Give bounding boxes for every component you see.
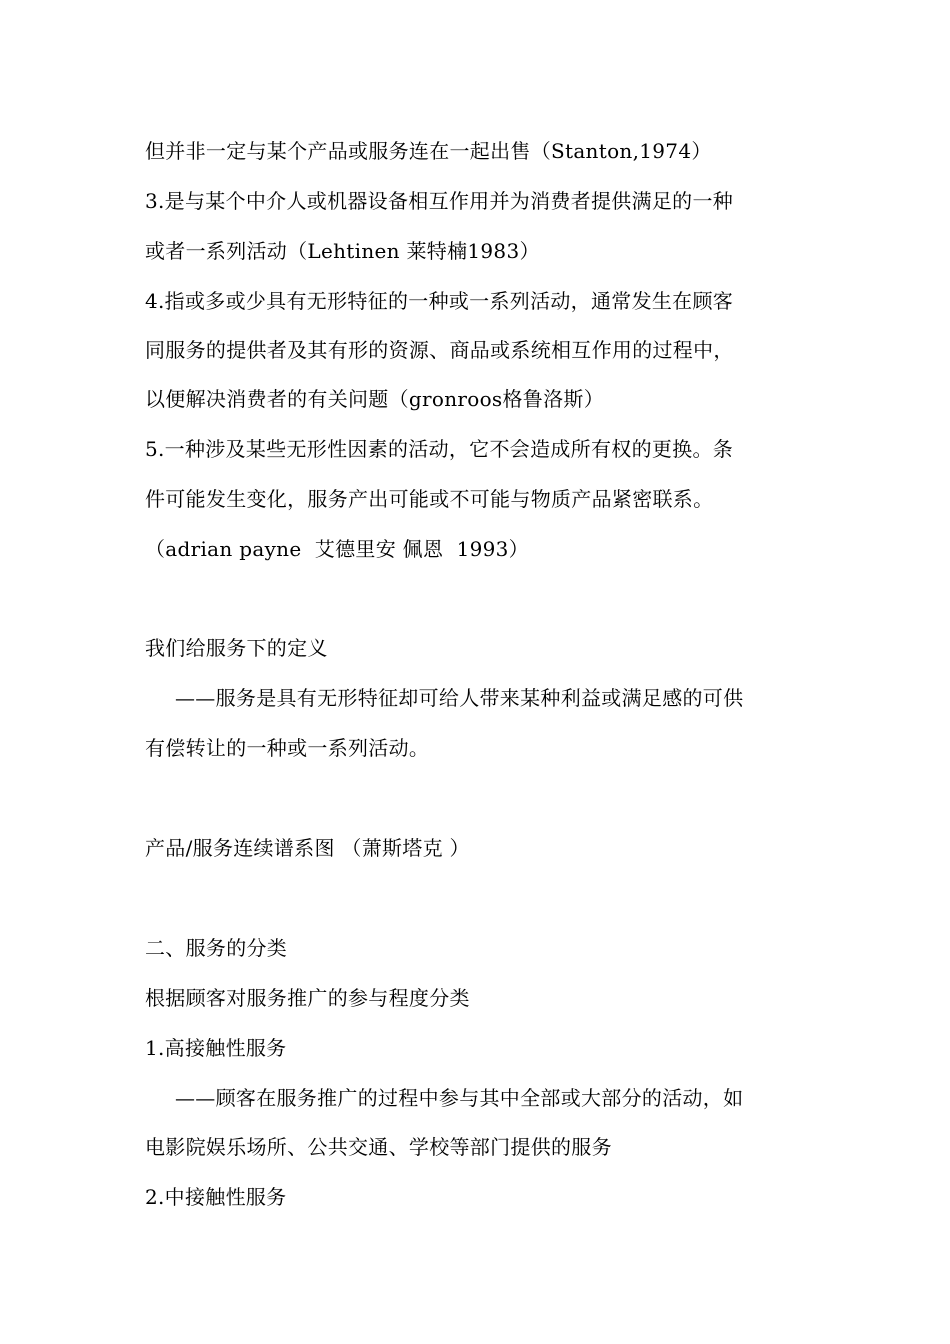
text-line-definition-5-cont: 件可能发生变化，服务产出可能或不可能与物质产品紧密联系。	[145, 487, 714, 511]
text-line-our-definition-cont: 有偿转让的一种或一系列活动。	[145, 736, 430, 760]
text-line-high-contact-desc-cont: 电影院娱乐场所、公共交通、学校等部门提供的服务	[145, 1135, 612, 1159]
text-line-definition-4-cont: 同服务的提供者及其有形的资源、商品或系统相互作用的过程中，	[145, 338, 734, 362]
text-line-continuum: 产品/服务连续谱系图 （萧斯塔克 ）	[145, 836, 470, 860]
text-line-definition-5: 5.一种涉及某些无形性因素的活动，它不会造成所有权的更换。条	[145, 437, 734, 461]
section-heading-classification: 二、服务的分类	[145, 936, 288, 960]
text-line-definition-3: 3.是与某个中介人或机器设备相互作用并为消费者提供满足的一种	[145, 189, 734, 213]
section-heading-our-definition: 我们给服务下的定义	[145, 636, 328, 660]
text-line-lehtinen: 或者一系列活动（Lehtinen 莱特楠1983）	[145, 239, 540, 263]
text-line-our-definition: ——服务是具有无形特征却可给人带来某种利益或满足感的可供	[175, 686, 744, 710]
text-line-stanton: 但并非一定与某个产品或服务连在一起出售（Stanton,1974）	[145, 139, 712, 163]
list-item-high-contact: 1.高接触性服务	[145, 1036, 287, 1060]
text-line-high-contact-desc: ——顾客在服务推广的过程中参与其中全部或大部分的活动，如	[175, 1086, 744, 1110]
text-line-gronroos: 以便解决消费者的有关问题（gronroos格鲁洛斯）	[145, 387, 604, 411]
list-item-medium-contact: 2.中接触性服务	[145, 1185, 287, 1209]
text-line-classification-basis: 根据顾客对服务推广的参与程度分类	[145, 986, 470, 1010]
text-line-definition-4: 4.指或多或少具有无形特征的一种或一系列活动，通常发生在顾客	[145, 289, 734, 313]
text-line-payne: （adrian payne 艾德里安 佩恩 1993）	[145, 537, 529, 561]
